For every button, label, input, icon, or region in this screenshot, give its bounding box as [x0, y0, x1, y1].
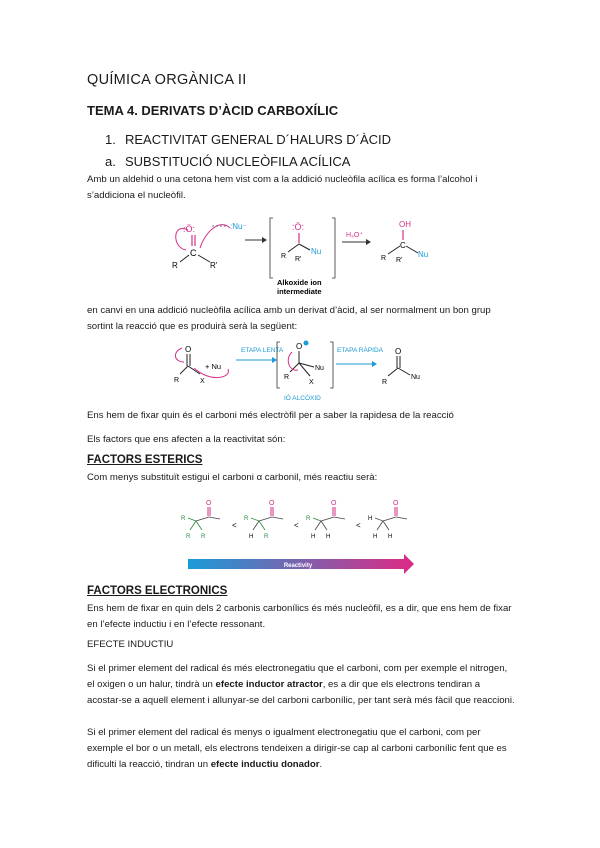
r-label: R — [181, 516, 186, 522]
oxygen-label: O — [395, 347, 402, 356]
oxygen-anion: :Ö: — [292, 222, 305, 232]
r-label: R — [264, 534, 269, 540]
oh-label: OH — [399, 220, 411, 229]
arrowhead — [372, 361, 377, 367]
h-label: H — [373, 534, 378, 540]
r-prime-label: R' — [295, 256, 302, 263]
charge-icon — [304, 341, 309, 346]
section-factors-electronics: FACTORS ELECTRONICS — [87, 585, 228, 597]
paragraph-acid-derivative: en canvi en una addició nucleòfila acílica amb un derivat d’àcid, al ser normalment un bon grup sortint la reacció que es produirà serà la següent: — [87, 305, 491, 332]
curved-arrow — [200, 225, 230, 248]
scheme-nucleophilic-addition — [170, 210, 430, 300]
bracket-right — [330, 342, 333, 388]
nucleophile-plus: + Nu — [205, 362, 222, 371]
scheme-steric-reactivity — [176, 496, 422, 580]
h-label: H — [388, 534, 393, 540]
section-factors-esterics: FACTORS ESTERICS — [87, 454, 203, 466]
bond — [406, 246, 418, 253]
bracket-right — [332, 218, 335, 278]
caption-line-1: Alkoxide ion — [277, 278, 322, 287]
r-label: R — [174, 377, 180, 384]
paragraph-inductor-atractor — [87, 661, 515, 709]
oxygen-label: O — [269, 500, 275, 507]
reactivity-arrowhead — [404, 554, 414, 574]
nu-label: Nu — [311, 247, 322, 256]
bond — [388, 368, 398, 376]
r-label: R — [284, 374, 290, 381]
r-group: R — [172, 261, 178, 270]
io-alcoxid-label: IÓ ALCÒXID — [284, 395, 321, 402]
oxygen-label: O — [331, 500, 337, 507]
paragraph-electronic: Ens hem de fixar en quin dels 2 carbonis carbonílics és més nucleòfil, es a dir, que ens hem de fixar en l’efecte inductiu i en l’efecte ressonant. — [87, 603, 512, 630]
text-run: . — [319, 759, 323, 770]
text-run: Si el primer element del radical és menys o igualment electronegatiu que el carboni, com per exemple el bor o un metall, els electrons tendeixen a dirigir-se cap al carboni carbonílic fent que es dificulti la reacció, tindran un — [87, 727, 507, 770]
r-label: R — [244, 516, 249, 522]
bond — [388, 246, 400, 254]
section-heading-1 — [105, 132, 391, 147]
bond — [288, 244, 299, 252]
reactivity-label: Reactivity — [283, 563, 313, 569]
bond — [198, 255, 210, 262]
paragraph-electrophilic: Ens hem de fixar quin és el carboni més electròfil per a saber la rapidesa de la reacció — [87, 410, 454, 421]
tema-heading: TEMA 4. DERIVATS D’ÀCID CARBOXÍLIC — [87, 103, 339, 118]
r-label: R — [281, 253, 287, 260]
subsection-heading-a — [105, 154, 350, 169]
paragraph-steric: Com menys substituït estigui el carboni α carbonil, més reactiu serà: — [87, 472, 378, 483]
heading-text: REACTIVITAT GENERAL D´HALURS D´ÀCID — [125, 132, 392, 147]
course-title: QUÍMICA ORGÀNICA II — [87, 72, 247, 88]
h-label: H — [311, 534, 316, 540]
nu-label: Nu — [418, 250, 429, 259]
bond — [180, 255, 189, 262]
nu-label: Nu — [315, 365, 324, 372]
heading-letter: a. — [105, 154, 116, 169]
molecule-monosubstituted — [306, 500, 345, 540]
scheme-acyl-substitution — [170, 338, 440, 410]
efecte-inductiu-label: EFECTE INDUCTIU — [87, 639, 174, 650]
r-label: R — [201, 534, 206, 540]
bracket-left — [270, 218, 273, 278]
carbon-label: C — [400, 241, 406, 250]
x-label: X — [309, 379, 314, 386]
etapa-rapida-label: ETAPA RÀPIDA — [337, 347, 383, 354]
molecule-unsubstituted — [368, 500, 407, 540]
nu-label: Nu — [411, 374, 420, 381]
oxygen-label: O — [206, 500, 212, 507]
molecule-disubstituted — [244, 500, 283, 540]
bond — [290, 363, 299, 372]
paragraph-inductiu-donador — [87, 725, 515, 773]
x-label: X — [200, 378, 205, 385]
r-label: R — [381, 255, 387, 262]
text-run: , es a dir que els electrons tendiran a acostar-se a aquell element i allunyar-se del carboni carbonílic, per tant serà més fàcil que reaccioni. — [87, 679, 515, 706]
molecule-trisubstituted — [181, 500, 220, 540]
paragraph-factors: Els factors que ens afecten a la reactivitat són: — [87, 434, 286, 445]
h-label: H — [326, 534, 331, 540]
bond — [180, 366, 188, 374]
r-prime-label: R' — [396, 257, 403, 264]
etapa-lenta-label: ETAPA LENTA — [241, 347, 284, 354]
oxygen-label: O — [393, 500, 399, 507]
r-label: R — [186, 534, 191, 540]
caption-line-2: intermediate — [277, 287, 322, 296]
less-than-sign: < — [356, 521, 361, 530]
r-label: R — [382, 379, 388, 386]
bond — [398, 368, 410, 375]
arrowhead — [272, 357, 277, 363]
less-than-sign: < — [294, 521, 299, 530]
curved-arrow — [175, 348, 184, 362]
bond — [188, 366, 200, 374]
heading-text: SUBSTITUCIÓ NUCLEÒFILA ACÍLICA — [125, 154, 351, 169]
arrowhead — [366, 239, 371, 245]
h-label: H — [249, 534, 254, 540]
text-run: Si el primer element del radical és més electronegatiu que el carboni, com per exemple el nitrogen, el oxigen o un halur, tindrà un — [87, 663, 508, 690]
r-prime-group: R' — [210, 261, 218, 270]
less-than-sign: < — [232, 521, 237, 530]
oxygen-label: :Ö: — [183, 224, 196, 234]
nucleophile: :Nu⁻ — [230, 222, 247, 231]
oxygen-minus: O — [296, 342, 303, 351]
heading-number: 1. — [105, 132, 116, 147]
curved-arrow — [288, 352, 298, 370]
paragraph-aldehyde: Amb un aldehid o una cetona hem vist com a la addició nucleòfila acílica es forma l’alcohol i s’addiciona el nucleòfil. — [87, 174, 478, 201]
r-label: R — [306, 516, 311, 522]
h-label: H — [368, 516, 373, 522]
carbon-label: C — [190, 248, 197, 258]
bold-term: efecte inductiu donador — [210, 759, 320, 770]
arrowhead — [262, 237, 267, 243]
oxygen-label: O — [185, 345, 192, 354]
bond — [299, 244, 310, 250]
reagent-h3o: H₃O⁺ — [346, 232, 364, 239]
bold-term: efecte inductor atractor — [215, 679, 323, 690]
